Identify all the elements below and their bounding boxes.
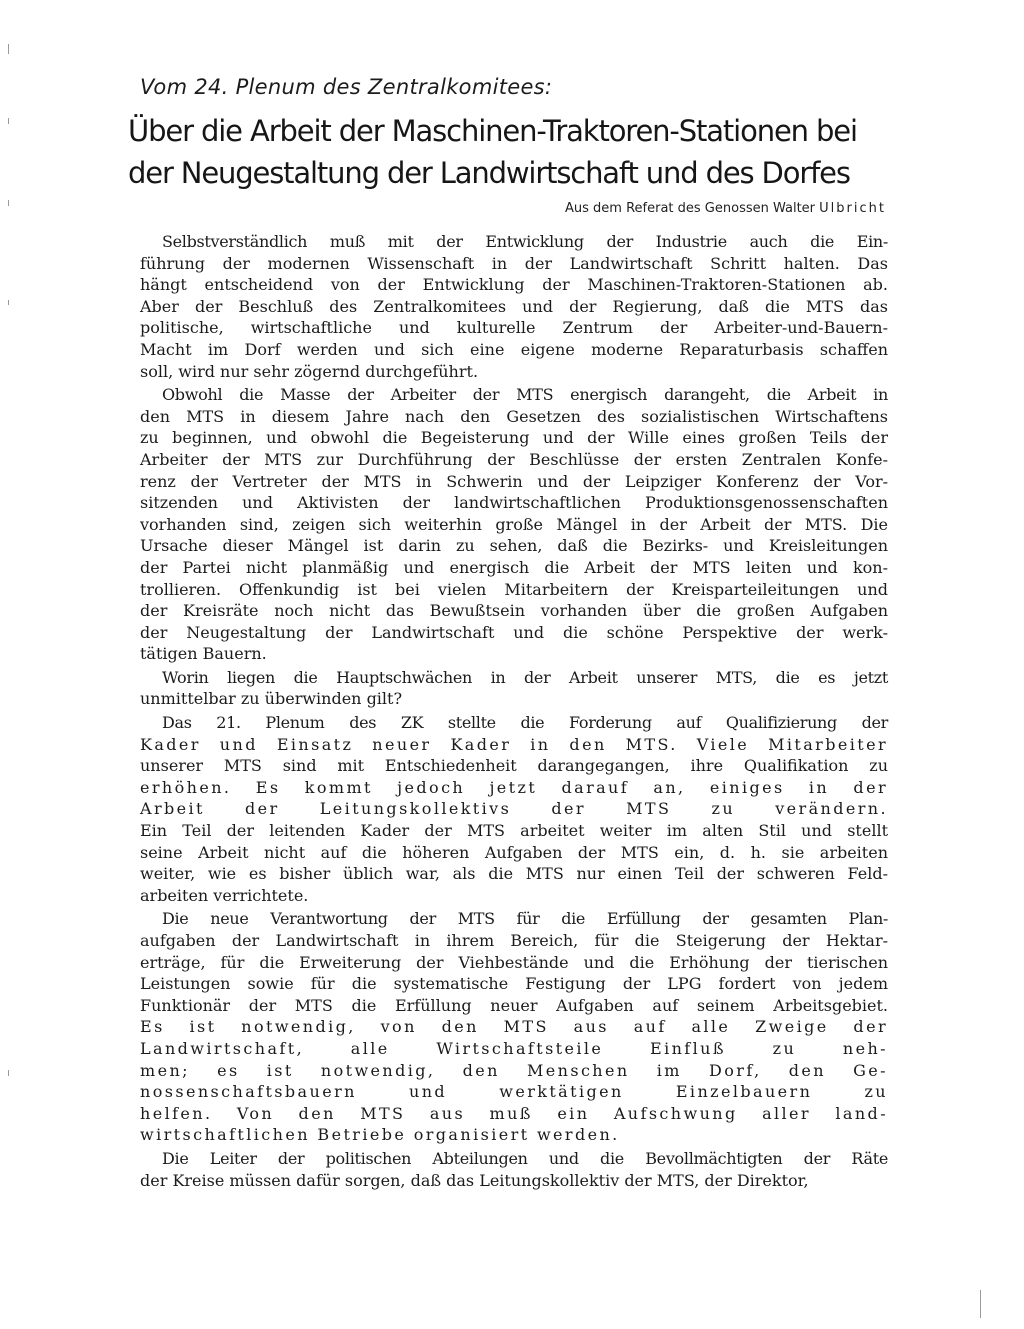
paragraph bbox=[140, 667, 888, 710]
text-line: trollieren. Offenkundig ist bei vielen Mitarbeitern der Kreisparteileitungen und bbox=[140, 579, 888, 599]
text-line: der Kreise müssen dafür sorgen, daß das Leitungskollektiv der MTS, der Direktor, bbox=[140, 1170, 809, 1190]
text-line: men; es ist notwendig, den Menschen im Dorf, den Ge- bbox=[140, 1060, 888, 1080]
paragraph bbox=[140, 908, 888, 1146]
text-line: Arbeit der Leitungskollektivs der MTS zu verändern. bbox=[140, 799, 888, 819]
text-line: nossenschaftsbauern und werktätigen Einzelbauern zu bbox=[140, 1082, 888, 1102]
text-line: der Kreisräte noch nicht das Bewußtsein vorhanden über die großen Aufgaben bbox=[140, 601, 888, 621]
paragraph bbox=[140, 1148, 888, 1191]
byline-prefix: Aus dem Referat des Genossen Walter bbox=[565, 201, 816, 216]
margin-tick bbox=[8, 1070, 9, 1076]
text-line: Kader und Einsatz neuer Kader in den MTS. Viele Mitarbeiter bbox=[140, 734, 888, 754]
text-line: der Partei nicht planmäßig und energisch die Arbeit der MTS leiten und kon- bbox=[140, 557, 888, 577]
text-line: helfen. Von den MTS aus muß ein Aufschwung aller land- bbox=[140, 1103, 888, 1123]
text-line: erhöhen. Es kommt jedoch jetzt darauf an, einiges in der bbox=[140, 777, 888, 797]
text-line: soll, wird nur sehr zögernd durchgeführt. bbox=[140, 361, 479, 381]
text-line: politische, wirtschaftliche und kulturelle Zentrum der Arbeiter-und-Bauern- bbox=[140, 318, 888, 338]
margin-tick bbox=[8, 44, 9, 54]
text-line: Landwirtschaft, alle Wirtschaftsteile Einfluß zu neh- bbox=[140, 1038, 888, 1058]
text-line: Ursache dieser Mängel ist darin zu sehen, daß die Bezirks- und Kreisleitungen bbox=[140, 536, 888, 556]
text-line: Es ist notwendig, von den MTS aus auf alle Zweige der bbox=[140, 1017, 888, 1037]
text-line: Aber der Beschluß des Zentralkomitees und der Regierung, daß die MTS das bbox=[140, 296, 888, 316]
kicker-line: Vom 24. Plenum des Zentralkomitees: bbox=[140, 75, 553, 99]
text-line: Die Leiter der politischen Abteilungen und die Bevollmächtigten der Räte bbox=[162, 1148, 888, 1168]
text-line: aufgaben der Landwirtschaft in ihrem Bereich, für die Steigerung der Hektar- bbox=[140, 931, 888, 950]
text-line: wirtschaftlichen Betriebe organisiert werden. bbox=[140, 1125, 620, 1145]
headline-line-1: Über die Arbeit der Maschinen-Traktoren-Stationen bei bbox=[128, 114, 857, 148]
text-line: Arbeiter der MTS zur Durchführung der Beschlüsse der ersten Zentralen Konfe- bbox=[140, 449, 888, 469]
text-line: Macht im Dorf werden und sich eine eigene moderne Reparaturbasis schaffen bbox=[140, 339, 888, 359]
margin-tick bbox=[8, 118, 9, 124]
text-line: Obwohl die Masse der Arbeiter der MTS energisch darangeht, die Arbeit in bbox=[162, 385, 888, 405]
text-line: erträge, für die Erweiterung der Viehbestände und die Erhöhung der tierischen bbox=[140, 952, 888, 972]
text-line: renz der Vertreter der MTS in Schwerin und der Leipziger Konferenz der Vor- bbox=[140, 471, 888, 491]
text-line: arbeiten verrichtete. bbox=[140, 885, 309, 905]
byline bbox=[140, 200, 886, 218]
text-line: der Neugestaltung der Landwirtschaft und die schöne Perspektive der werk- bbox=[140, 622, 888, 642]
article-headline bbox=[128, 110, 908, 194]
margin-tick bbox=[8, 300, 9, 305]
margin-tick bbox=[980, 1290, 981, 1318]
text-line: Ein Teil der leitenden Kader der MTS arbeitet weiter im alten Stil und stellt bbox=[140, 821, 888, 841]
text-line: unserer MTS sind mit Entschiedenheit darangegangen, ihre Qualifikation zu bbox=[140, 756, 888, 776]
byline-author: Ulbricht bbox=[819, 201, 886, 216]
paragraph bbox=[140, 384, 888, 665]
article-body bbox=[140, 231, 888, 1193]
text-line: Leistungen sowie für die systematische Festigung der LPG fordert von jedem bbox=[140, 974, 888, 994]
text-line: unmittelbar zu überwinden gilt? bbox=[140, 689, 403, 709]
text-line: Selbstverständlich muß mit der Entwicklung der Industrie auch die Ein- bbox=[162, 232, 888, 251]
text-line: seine Arbeit nicht auf die höheren Aufgaben der MTS ein, d. h. sie arbeiten bbox=[140, 842, 888, 862]
text-line: Funktionär der MTS die Erfüllung neuer Aufgaben auf seinem Arbeitsgebiet. bbox=[140, 995, 888, 1015]
text-line: Worin liegen die Hauptschwächen in der Arbeit unserer MTS, die es jetzt bbox=[162, 667, 888, 687]
text-line: sitzenden und Aktivisten der landwirtschaftlichen Produktionsgenossenschaften bbox=[140, 493, 888, 513]
text-line: tätigen Bauern. bbox=[140, 644, 267, 664]
text-line: vorhanden sind, zeigen sich weiterhin große Mängel in der Arbeit der MTS. Die bbox=[140, 514, 888, 534]
text-line: Die neue Verantwortung der MTS für die Erfüllung der gesamten Plan- bbox=[162, 909, 888, 929]
text-line: weiter, wie es bisher üblich war, als die MTS nur einen Teil der schweren Feld- bbox=[140, 864, 888, 884]
text-line: hängt entscheidend von der Entwicklung der Maschinen-Traktoren-Stationen ab. bbox=[140, 275, 888, 295]
headline-line-2: der Neugestaltung der Landwirtschaft und des Dorfes bbox=[128, 156, 850, 190]
paragraph bbox=[140, 231, 888, 382]
text-line: den MTS in diesem Jahre nach den Gesetzen des sozialistischen Wirtschaftens bbox=[140, 406, 888, 426]
text-line: Das 21. Plenum des ZK stellte die Forderung auf Qualifizierung der bbox=[162, 713, 888, 733]
margin-tick bbox=[8, 200, 9, 206]
paragraph bbox=[140, 712, 888, 906]
text-line: zu beginnen, und obwohl die Begeisterung und der Wille eines großen Teils der bbox=[140, 428, 888, 448]
text-line: führung der modernen Wissenschaft in der Landwirtschaft Schritt halten. Das bbox=[140, 253, 888, 273]
